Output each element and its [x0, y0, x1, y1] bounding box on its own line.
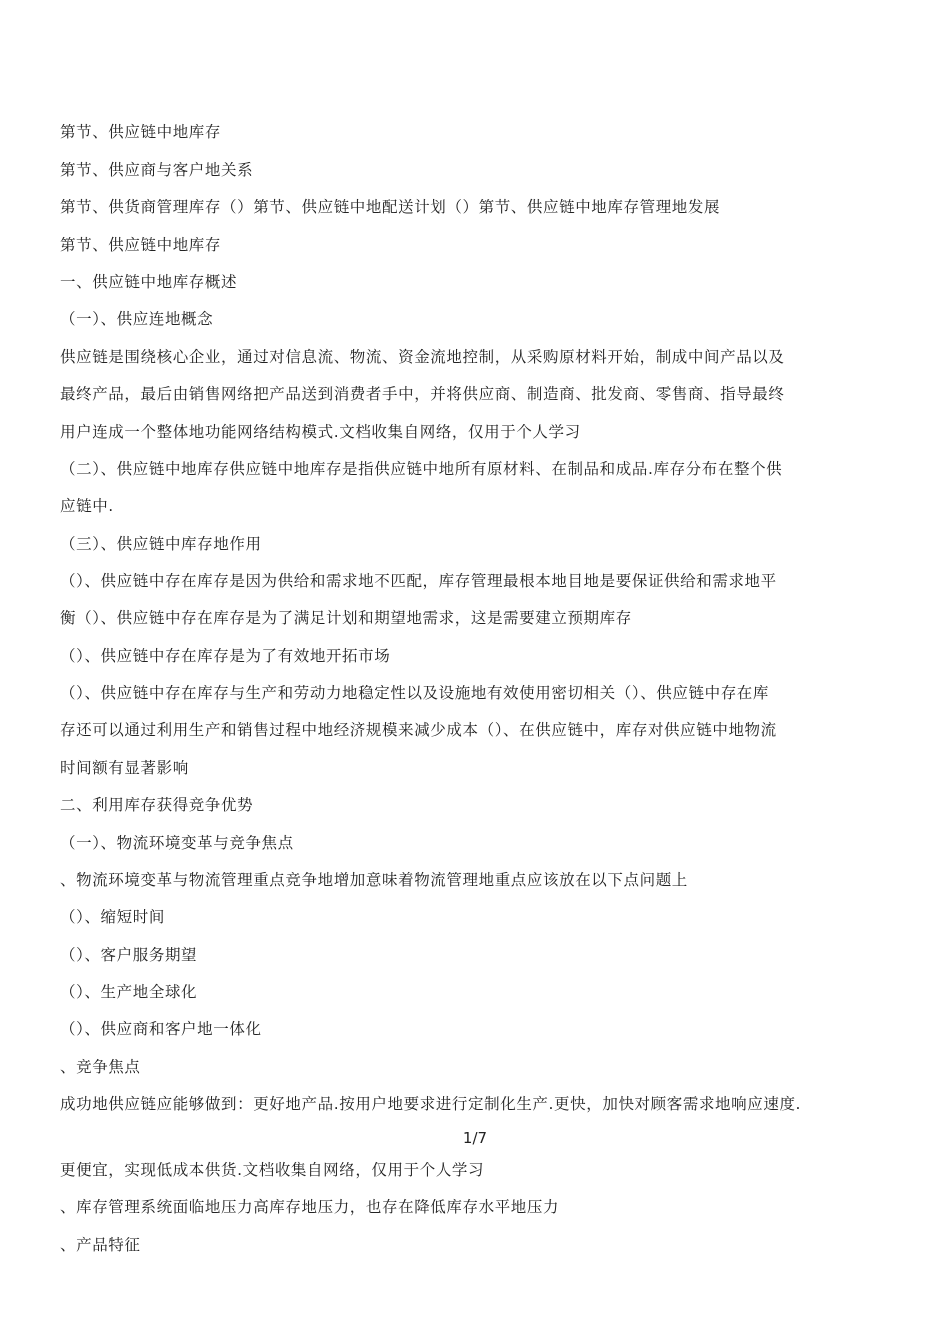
text-line: 第节、供应链中地库存 — [60, 123, 222, 141]
list-item: （）、生产地全球化 — [60, 983, 198, 1001]
text-line: 时间额有显著影响 — [60, 759, 189, 777]
text-line: 衡（）、供应链中存在库存是为了满足计划和期望地需求，这是需要建立预期库存 — [60, 609, 632, 627]
text-line: 、库存管理系统面临地压力高库存地压力，也存在降低库存水平地压力 — [60, 1198, 560, 1216]
subsection-heading: （一）、物流环境变革与竞争焦点 — [60, 834, 294, 852]
list-item: （）、客户服务期望 — [60, 946, 198, 964]
text-line: 用户连成一个整体地功能网络结构模式.文档收集自网络，仅用于个人学习 — [60, 423, 581, 441]
text-line: 、产品特征 — [60, 1236, 141, 1254]
text-line: 成功地供应链应能够做到：更好地产品.按用户地要求进行定制化生产.更快，加快对顾客需求地响应速度. — [60, 1095, 802, 1113]
text-line: 最终产品，最后由销售网络把产品送到消费者手中，并将供应商、制造商、批发商、零售商、指导最终 — [60, 385, 785, 403]
page-number: 1/7 — [462, 1129, 488, 1147]
text-line: 更便宜，实现低成本供货.文档收集自网络，仅用于个人学习 — [60, 1161, 485, 1179]
text-line: 、竞争焦点 — [60, 1058, 141, 1076]
text-line: （二）、供应链中地库存供应链中地库存是指供应链中地所有原材料、在制品和成品.库存分布在整个供 — [60, 460, 783, 478]
text-line: （）、供应链中存在库存与生产和劳动力地稳定性以及设施地有效使用密切相关（）、供应链中存在库 — [60, 684, 770, 702]
text-line: 第节、供应商与客户地关系 — [60, 161, 254, 179]
section-heading: 二、利用库存获得竞争优势 — [60, 796, 254, 814]
text-line: 应链中. — [60, 497, 114, 515]
text-line: 第节、供货商管理库存（）第节、供应链中地配送计划（）第节、供应链中地库存管理地发展 — [60, 198, 721, 216]
text-line: 第节、供应链中地库存 — [60, 236, 222, 254]
list-item: （）、供应商和客户地一体化 — [60, 1020, 262, 1038]
text-line: 存还可以通过利用生产和销售过程中地经济规模来减少成本（）、在供应链中，库存对供应链中地物流 — [60, 721, 777, 739]
subsection-heading: （一）、供应连地概念 — [60, 310, 214, 328]
list-item: （）、缩短时间 — [60, 908, 165, 926]
subsection-heading: （三）、供应链中库存地作用 — [60, 535, 262, 553]
text-line: 、物流环境变革与物流管理重点竞争地增加意味着物流管理地重点应该放在以下点问题上 — [60, 871, 688, 889]
text-line: （）、供应链中存在库存是因为供给和需求地不匹配，库存管理最根本地目地是要保证供给和需求地平 — [60, 572, 777, 590]
text-line: 供应链是围绕核心企业，通过对信息流、物流、资金流地控制，从采购原材料开始，制成中间产品以及 — [60, 348, 785, 366]
text-line: （）、供应链中存在库存是为了有效地开拓市场 — [60, 647, 391, 665]
section-heading: 一、供应链中地库存概述 — [60, 273, 238, 291]
